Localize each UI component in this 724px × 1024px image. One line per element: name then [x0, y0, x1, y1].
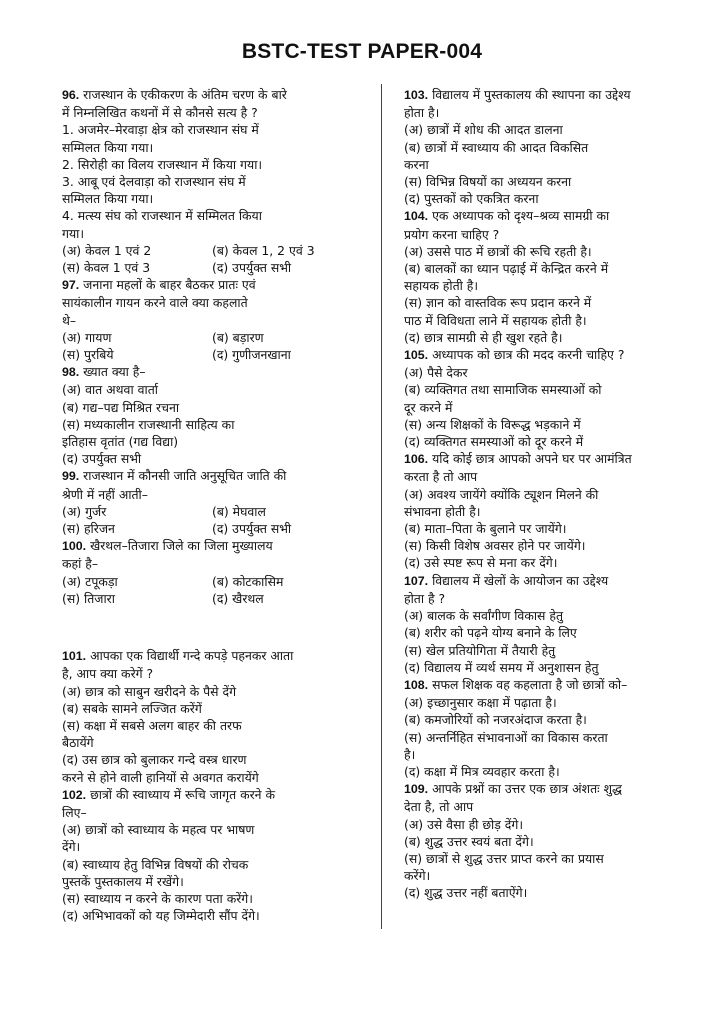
question-number: 107.	[404, 573, 429, 588]
question-block	[404, 207, 694, 346]
question-block	[404, 780, 694, 901]
option-text: (ब) मेघवाल	[212, 503, 266, 519]
question-block	[62, 276, 362, 363]
question-number: 105.	[404, 348, 429, 363]
column-divider	[381, 84, 382, 929]
option-line: (स) अन्य शिक्षकों के विरूद्ध भड़काने में	[404, 416, 581, 432]
option-text: (ब) केवल 1, 2 एवं 3	[212, 242, 315, 258]
question-number: 109.	[404, 782, 429, 797]
option-row	[62, 259, 362, 276]
option-line: 2. सिरोही का विलय राजस्थान में किया गया।	[62, 156, 263, 172]
option-row	[62, 242, 362, 259]
option-line: (ब) सबके सामने लज्जित करेंगें	[62, 700, 202, 716]
option-text: (स) पुरबिये	[62, 347, 114, 363]
option-line: (अ) छात्रों को स्वाध्याय के महत्व पर भाषण	[62, 822, 255, 838]
option-line: सहायक होती है।	[404, 278, 479, 294]
question-number: 100.	[62, 539, 87, 554]
question-text: में निम्नलिखित कथनों में से कौनसे सत्य है ?	[62, 105, 258, 121]
question-number: 96.	[62, 88, 80, 102]
section-gap	[62, 607, 362, 647]
question-number: 103.	[404, 88, 429, 102]
option-line: (ब) शरीर को पढ़ने योग्य बनाने के लिए	[404, 625, 577, 641]
option-text: (द) उपर्युक्त सभी	[212, 521, 292, 537]
option-line: (स) कक्षा में सबसे अलग बाहर की तरफ	[62, 717, 242, 733]
question-number: 101.	[62, 649, 87, 664]
question-number: 108.	[404, 677, 429, 692]
left-column	[62, 86, 362, 924]
option-line: (ब) छात्रों में स्वाध्याय की आदत विकसित	[404, 139, 589, 155]
option-line: (अ) अवश्य जायेंगे क्योंकि ट्यूशन मिलने की	[404, 486, 599, 502]
question-number: 99.	[62, 469, 80, 484]
option-line: (अ) उसे वैसा ही छोड़ देंगे।	[404, 816, 524, 832]
question-text: 99. राजस्थान में कौनसी जाति अनुसूचित जाति की	[62, 468, 287, 484]
option-line: (द) उसे स्पष्ट रूप से मना कर देंगे।	[404, 555, 558, 571]
option-text: (द) गुणीजनखाना	[212, 347, 291, 363]
option-line: (ब) माता–पिता के बुलाने पर जायेंगे।	[404, 521, 567, 537]
option-line: पुस्तकें पुस्तकालय में रखेंगे।	[62, 873, 184, 889]
option-line: सम्मिलत किया गया।	[62, 139, 154, 155]
question-block	[62, 537, 362, 607]
option-text: (ब) बड़ारण	[212, 329, 264, 345]
question-text: 104. एक अध्यापक को दृश्य–श्रव्य सामग्री का	[404, 208, 610, 224]
question-block	[404, 676, 694, 780]
option-line: (अ) पैसे देकर	[404, 365, 468, 381]
option-row	[62, 329, 362, 346]
question-block	[62, 786, 362, 925]
option-line: (अ) इच्छानुसार कक्षा में पढ़ाता है।	[404, 695, 557, 711]
question-block	[62, 363, 362, 467]
option-text: (स) हरिजन	[62, 521, 115, 537]
question-block	[404, 572, 694, 676]
option-line: (स) स्वाध्याय न करने के कारण पता करेंगे।	[62, 890, 253, 906]
question-text: करता है तो आप	[404, 469, 478, 485]
page-title: BSTC-TEST PAPER-004	[241, 40, 483, 63]
option-line: (द) पुस्तकों को एकत्रित करना	[404, 191, 539, 207]
option-line: (स) विभिन्न विषयों का अध्ययन करना	[404, 174, 572, 190]
option-line: सम्मिलत किया गया।	[62, 191, 154, 207]
option-text: (अ) गायण	[62, 329, 112, 345]
question-block	[62, 647, 362, 786]
question-text: 109. आपके प्रश्नों का उत्तर एक छात्र अंशतः शुद्ध	[404, 781, 622, 797]
option-line: (ब) गद्य–पद्य मिश्रित रचना	[62, 399, 180, 415]
option-line: है।	[404, 746, 416, 762]
option-line: (स) किसी विशेष अवसर होने पर जायेंगे।	[404, 538, 586, 554]
question-text: सायंकालीन गायन करने वाले क्या कहलाते	[62, 295, 248, 311]
question-text: प्रयोग करना चाहिए ?	[404, 226, 500, 242]
question-number: 98.	[62, 365, 80, 380]
question-text: 97. जनाना महलों के बाहर बैठकर प्रातः एवं	[62, 277, 256, 293]
option-line: करेंगे।	[404, 868, 431, 884]
option-text: (स) केवल 1 एवं 3	[62, 260, 151, 276]
question-text: देता है, तो आप	[404, 799, 474, 815]
option-line: बैठायेंगे	[62, 735, 94, 751]
option-text: (द) खैरथल	[212, 590, 264, 606]
question-text: 105. अध्यापक को छात्र की मदद करनी चाहिए ?	[404, 347, 625, 363]
option-text: (द) उपर्युक्त सभी	[212, 260, 292, 276]
question-text: 96. राजस्थान के एकीकरण के अंतिम चरण के बारे	[62, 87, 287, 102]
option-line: 4. मत्स्य संघ को राजस्थान में सम्मिलत किया	[62, 208, 262, 224]
option-line: (अ) बालक के सर्वांगीण विकास हेतु	[404, 608, 564, 624]
option-row	[62, 346, 362, 363]
option-line: (ब) स्वाध्याय हेतु विभिन्न विषयों की रोचक	[62, 856, 249, 872]
option-line: देंगे।	[62, 839, 81, 855]
option-line: (द) विद्यालय में व्यर्थ समय में अनुशासन हेतु	[404, 659, 599, 675]
option-line: (द) छात्र सामग्री से ही खुश रहते है।	[404, 329, 563, 345]
question-number: 106.	[404, 452, 429, 467]
question-text: 100. खैरथल–तिजारा जिले का जिला मुख्यालय	[62, 538, 273, 554]
option-line: 3. आबू एवं देलवाड़ा को राजस्थान संघ में	[62, 174, 246, 190]
option-text: (स) तिजारा	[62, 590, 115, 606]
option-line: (द) अभिभावकों को यह जिम्मेदारी सौंप देंगे।	[62, 908, 260, 924]
option-line: (अ) उससे पाठ में छात्रों की रूचि रहती है।	[404, 243, 592, 259]
option-line: दूर करने में	[404, 399, 453, 415]
question-text: लिए–	[62, 804, 87, 820]
question-block	[404, 86, 694, 207]
option-line: 1. अजमेर–मेरवाड़ा क्षेत्र को राजस्थान संघ में	[62, 122, 259, 138]
question-text: कहां है–	[62, 556, 99, 572]
question-block	[62, 467, 362, 537]
question-block	[404, 346, 694, 450]
option-line: (स) खेल प्रतियोगिता में तैयारी हेतु	[404, 642, 556, 658]
option-line: (अ) छात्रों में शोध की आदत डालना	[404, 122, 563, 138]
option-line: (द) उपर्युक्त सभी	[62, 451, 142, 467]
option-line: (द) व्यक्तिगत समस्याओं को दूर करने में	[404, 434, 584, 450]
question-text: थे–	[62, 312, 77, 328]
option-line: करने से होने वाली हानियों से अवगत करायेंगे	[62, 769, 259, 785]
option-line: संभावना होती है।	[404, 503, 481, 519]
question-text: 102. छात्रों की स्वाध्याय में रूचि जागृत करने के	[62, 786, 275, 802]
question-block	[404, 450, 694, 571]
option-text: (अ) टपूकड़ा	[62, 573, 118, 589]
option-line: (ब) व्यक्तिगत तथा सामाजिक समस्याओं को	[404, 382, 602, 398]
option-text: (ब) कोटकासिम	[212, 573, 284, 589]
option-text: (अ) गुर्जर	[62, 503, 107, 519]
option-line: (अ) छात्र को साबुन खरीदने के पैसे देंगे	[62, 683, 237, 699]
option-row	[62, 573, 362, 590]
option-line: (अ) वात अथवा वार्ता	[62, 382, 158, 398]
question-text: 107. विद्यालय में खेलों के आयोजन का उद्देश्य	[404, 572, 609, 588]
question-text: है, आप क्या करेगें ?	[62, 666, 154, 682]
option-line: (ब) बालकों का ध्यान पढ़ाई में केन्द्रित करने में	[404, 261, 609, 277]
question-text: 106. यदि कोई छात्र आपको अपने घर पर आमंत्रित	[404, 451, 632, 467]
option-line: (ब) कमजोरियों को नजरअंदाज करता है।	[404, 712, 587, 728]
option-line: इतिहास वृतांत (गद्य विद्या)	[62, 434, 179, 450]
option-line: (स) अन्तर्निहित संभावनाओं का विकास करता	[404, 729, 608, 745]
question-text: होता है ?	[404, 590, 446, 606]
question-text: 98. ख्यात क्या है–	[62, 364, 146, 380]
option-text: (अ) केवल 1 एवं 2	[62, 242, 152, 258]
question-text: होता है।	[404, 105, 440, 121]
option-line: (ब) शुद्ध उत्तर स्वयं बता देंगे।	[404, 833, 534, 849]
question-text: श्रेणी में नहीं आती–	[62, 486, 148, 502]
option-row	[62, 503, 362, 520]
question-block	[62, 86, 362, 276]
option-line: (द) कक्षा में मित्र व्यवहार करता है।	[404, 763, 560, 779]
question-number: 97.	[62, 278, 80, 293]
option-line: (स) मध्यकालीन राजस्थानी साहित्य का	[62, 416, 235, 432]
option-line: पाठ में विविधता लाने में सहायक होती है।	[404, 312, 587, 328]
question-text: 108. सफल शिक्षक वह कहलाता है जो छात्रों को–	[404, 676, 628, 692]
option-line: (स) छात्रों से शुद्ध उत्तर प्राप्त करने का प्रयास	[404, 850, 604, 866]
option-line: (स) ज्ञान को वास्तविक रूप प्रदान करने में	[404, 295, 592, 311]
right-column	[404, 86, 694, 902]
question-number: 102.	[62, 787, 87, 802]
option-line: (द) शुद्ध उत्तर नहीं बताऐंगे।	[404, 885, 528, 901]
option-line: (द) उस छात्र को बुलाकर गन्दे वस्त्र धारण	[62, 752, 247, 768]
question-text: 103. विद्यालय में पुस्तकालय की स्थापना का उद्देश्य	[404, 87, 631, 102]
option-row	[62, 520, 362, 537]
question-number: 104.	[404, 209, 429, 224]
option-row	[62, 590, 362, 607]
option-line: गया।	[62, 225, 85, 241]
question-text: 101. आपका एक विद्यार्थी गन्दे कपड़े पहनकर आता	[62, 648, 294, 664]
option-line: करना	[404, 156, 429, 172]
